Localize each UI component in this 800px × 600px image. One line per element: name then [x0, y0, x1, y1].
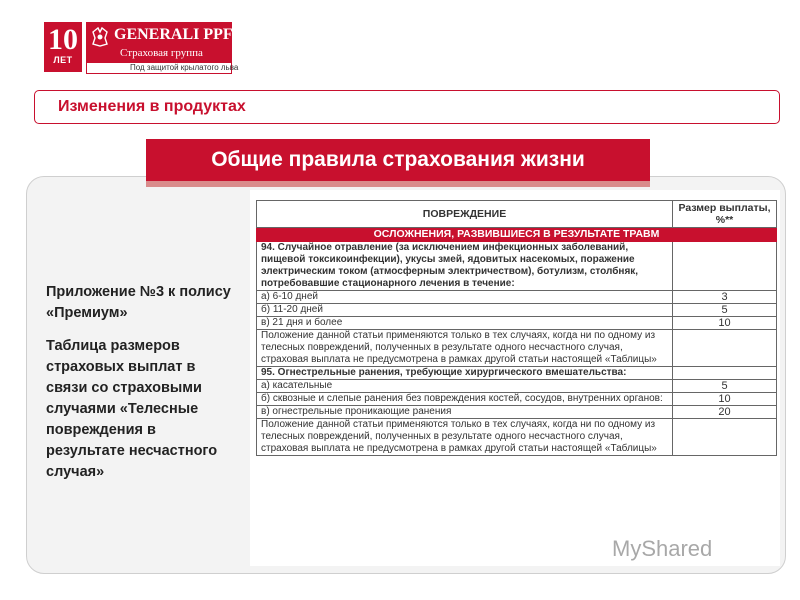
brand-subtitle: Страховая группа — [120, 47, 203, 59]
table-row — [257, 242, 777, 291]
table-row — [257, 380, 777, 393]
row-value — [673, 367, 777, 380]
row-text: б) 11-20 дней — [257, 304, 673, 317]
appendix-label: Приложение №3 к полису «Премиум» — [46, 284, 231, 321]
section-title: Общие правила страхования жизни — [211, 148, 585, 171]
table-row — [257, 406, 777, 419]
category-label: ОСЛОЖНЕНИЯ, РАЗВИВШИЕСЯ В РЕЗУЛЬТАТЕ ТРАВМ — [257, 228, 777, 242]
category-row — [257, 228, 777, 242]
table-description: Таблица размеров страховых выплат в связи со страховыми случаями «Телесные повреждения в результате несчастного случая» — [46, 338, 218, 480]
header-injury: ПОВРЕЖДЕНИЕ — [257, 201, 673, 228]
row-value: 5 — [673, 380, 777, 393]
row-value: 20 — [673, 406, 777, 419]
row-text: Положение данной статьи применяются только в тех случаях, когда ни по одному из телесных повреждений, полученных в результате одного несчастного случая, страховая выплата не предусмотрена в рамках другой статьи настоящей «Таблицы» — [257, 330, 673, 367]
table-row — [257, 291, 777, 304]
row-text: Положение данной статьи применяются только в тех случаях, когда ни по одному из телесных повреждений, полученных в результате одного несчастного случая, страховая выплата не предусмотрена в рамках другой статьи настоящей «Таблицы» — [257, 419, 673, 456]
table-row — [257, 317, 777, 330]
document-image — [250, 190, 780, 566]
winged-lion-icon — [90, 26, 110, 48]
table-row — [257, 393, 777, 406]
anniversary-number: 10 — [48, 23, 78, 56]
row-value: 10 — [673, 393, 777, 406]
table-row — [257, 419, 777, 456]
row-text: в) 21 дня и более — [257, 317, 673, 330]
row-value: 10 — [673, 317, 777, 330]
page-title: Изменения в продуктах — [58, 98, 246, 115]
table-header-row — [257, 201, 777, 228]
brand-name: GENERALI PPF — [114, 26, 233, 43]
table-row — [257, 304, 777, 317]
anniversary-logo — [44, 22, 82, 72]
row-text: 95. Огнестрельные ранения, требующие хирургического вмешательства: — [257, 367, 673, 380]
row-value — [673, 419, 777, 456]
table-row — [257, 367, 777, 380]
table-row — [257, 330, 777, 367]
row-text: в) огнестрельные проникающие ранения — [257, 406, 673, 419]
row-value — [673, 242, 777, 291]
row-value: 3 — [673, 291, 777, 304]
row-text: б) сквозные и слепые ранения без повреждения костей, сосудов, внутренних органов: — [257, 393, 673, 406]
policy-description — [46, 282, 236, 495]
section-banner — [146, 139, 650, 181]
header-payout: Размер выплаты, %** — [673, 201, 777, 228]
row-value: 5 — [673, 304, 777, 317]
row-value — [673, 330, 777, 367]
anniversary-label: ЛЕТ — [53, 55, 73, 65]
payout-table — [256, 200, 777, 456]
watermark: MyShared — [612, 536, 713, 561]
row-text: а) касательные — [257, 380, 673, 393]
row-text: 94. Случайное отравление (за исключением инфекционных заболеваний, пищевой токсикоинфекции), укусы змей, ядовитых насекомых, поражение электрическим током (атмосферным электричеством), ботулизм, столбняк, потребовавшие стационарного лечения в течение: — [257, 242, 673, 291]
brand-tagline: Под защитой крылатого льва — [130, 63, 239, 72]
row-text: а) 6-10 дней — [257, 291, 673, 304]
